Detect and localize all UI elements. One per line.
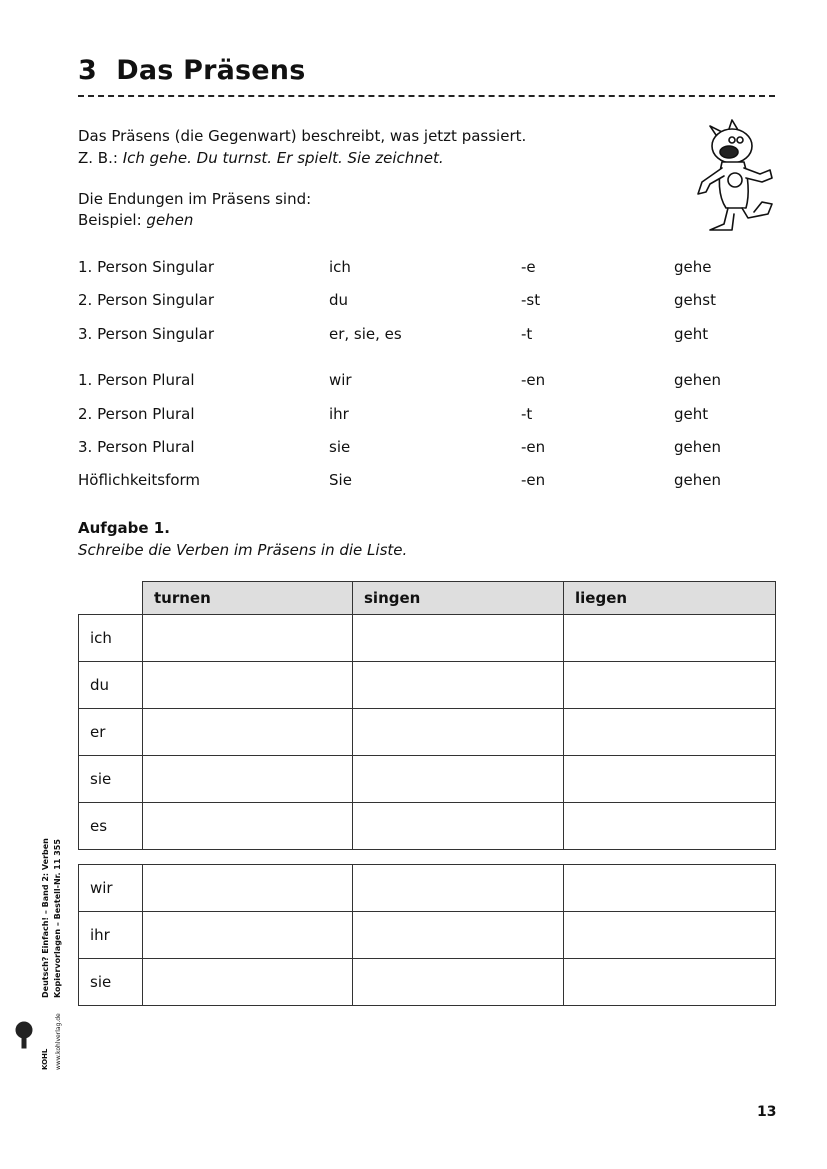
person-label: 1. Person Plural: [78, 371, 195, 389]
ending: -t: [521, 405, 533, 423]
row-label: er: [79, 709, 143, 756]
beispiel-label: Beispiel:: [78, 211, 142, 229]
table-row: [79, 865, 776, 912]
answer-cell[interactable]: [564, 756, 776, 803]
conj-row: [78, 291, 778, 313]
table-row: [79, 709, 776, 756]
table-row: [79, 912, 776, 959]
conj-row: [78, 438, 778, 460]
table-corner: [79, 582, 143, 615]
verb-form: gehen: [674, 471, 721, 489]
ending: -en: [521, 471, 546, 489]
table-header-row: [79, 582, 776, 615]
publisher-tree-logo: [13, 1016, 35, 1058]
exercise-table-plural: [78, 864, 776, 1006]
answer-cell[interactable]: [564, 662, 776, 709]
answer-cell[interactable]: [143, 756, 353, 803]
answer-cell[interactable]: [143, 959, 353, 1006]
verb-form: gehst: [674, 291, 716, 309]
person-label: Höflichkeitsform: [78, 471, 201, 489]
pronoun: sie: [329, 438, 351, 456]
person-label: 2. Person Plural: [78, 405, 195, 423]
table-row: [79, 803, 776, 850]
row-label: sie: [79, 959, 143, 1006]
column-header: turnen: [143, 582, 353, 615]
chapter-title: Das Präsens: [116, 55, 306, 86]
answer-cell[interactable]: [143, 662, 353, 709]
conj-row: [78, 371, 778, 393]
example-line: [78, 148, 444, 168]
ending: -en: [521, 438, 546, 456]
row-label: ihr: [79, 912, 143, 959]
pronoun: ich: [329, 258, 351, 276]
row-label: du: [79, 662, 143, 709]
series-info: Deutsch? Einfach! – Band 2: Verben: [41, 838, 50, 998]
person-label: 3. Person Plural: [78, 438, 195, 456]
column-header: singen: [353, 582, 564, 615]
table-row: [79, 959, 776, 1006]
verb-form: gehe: [674, 258, 712, 276]
chapter-number: 3: [78, 55, 97, 86]
cat-mascot-illustration: [688, 118, 778, 236]
row-label: ich: [79, 615, 143, 662]
answer-cell[interactable]: [353, 756, 564, 803]
task-title: Aufgabe 1.: [78, 519, 170, 537]
beispiel-word: gehen: [146, 211, 194, 229]
zb-examples: Ich gehe. Du turnst. Er spielt. Sie zeichnet.: [122, 149, 444, 167]
answer-cell[interactable]: [353, 662, 564, 709]
conj-row: [78, 258, 778, 280]
dashed-divider: [78, 95, 775, 97]
verb-form: geht: [674, 325, 709, 343]
answer-cell[interactable]: [143, 803, 353, 850]
row-label: sie: [79, 756, 143, 803]
conj-row: [78, 405, 778, 427]
row-label: es: [79, 803, 143, 850]
intro-line: Das Präsens (die Gegenwart) beschreibt, was jetzt passiert.: [78, 127, 527, 145]
ending: -en: [521, 371, 546, 389]
answer-cell[interactable]: [143, 709, 353, 756]
endings-line: Die Endungen im Präsens sind:: [78, 190, 312, 208]
person-label: 3. Person Singular: [78, 325, 215, 343]
verb-form: gehen: [674, 438, 721, 456]
person-label: 2. Person Singular: [78, 291, 215, 309]
exercise-table-singular: [78, 581, 776, 850]
answer-cell[interactable]: [143, 865, 353, 912]
row-label: wir: [79, 865, 143, 912]
pronoun: Sie: [329, 471, 352, 489]
zb-label: Z. B.:: [78, 149, 118, 167]
answer-cell[interactable]: [564, 615, 776, 662]
answer-cell[interactable]: [143, 615, 353, 662]
pronoun: du: [329, 291, 349, 309]
order-info: Kopiervorlagen – Bestell-Nr. 11 355: [53, 839, 62, 998]
conj-row: [78, 325, 778, 347]
answer-cell[interactable]: [353, 709, 564, 756]
answer-cell[interactable]: [143, 912, 353, 959]
pronoun: ihr: [329, 405, 349, 423]
column-header: liegen: [564, 582, 776, 615]
pronoun: er, sie, es: [329, 325, 402, 343]
ending: -e: [521, 258, 536, 276]
table-row: [79, 756, 776, 803]
answer-cell[interactable]: [564, 865, 776, 912]
answer-cell[interactable]: [564, 912, 776, 959]
verb-form: geht: [674, 405, 709, 423]
beispiel-line: [78, 210, 193, 230]
answer-cell[interactable]: [353, 615, 564, 662]
publisher-name: KOHL: [41, 1048, 49, 1070]
ending: -st: [521, 291, 541, 309]
answer-cell[interactable]: [353, 803, 564, 850]
publisher-website: www.kohlverlag.de: [55, 1013, 62, 1070]
answer-cell[interactable]: [564, 959, 776, 1006]
table-row: [79, 662, 776, 709]
answer-cell[interactable]: [353, 912, 564, 959]
answer-cell[interactable]: [564, 709, 776, 756]
answer-cell[interactable]: [564, 803, 776, 850]
conj-row: [78, 471, 778, 493]
answer-cell[interactable]: [353, 865, 564, 912]
person-label: 1. Person Singular: [78, 258, 215, 276]
table-row: [79, 615, 776, 662]
pronoun: wir: [329, 371, 352, 389]
publisher-sidebar: [25, 830, 75, 1075]
verb-form: gehen: [674, 371, 721, 389]
answer-cell[interactable]: [353, 959, 564, 1006]
page-title: [78, 55, 306, 86]
ending: -t: [521, 325, 533, 343]
page-number: 13: [757, 1104, 777, 1120]
task-instruction: Schreibe die Verben im Präsens in die Liste.: [78, 541, 408, 559]
